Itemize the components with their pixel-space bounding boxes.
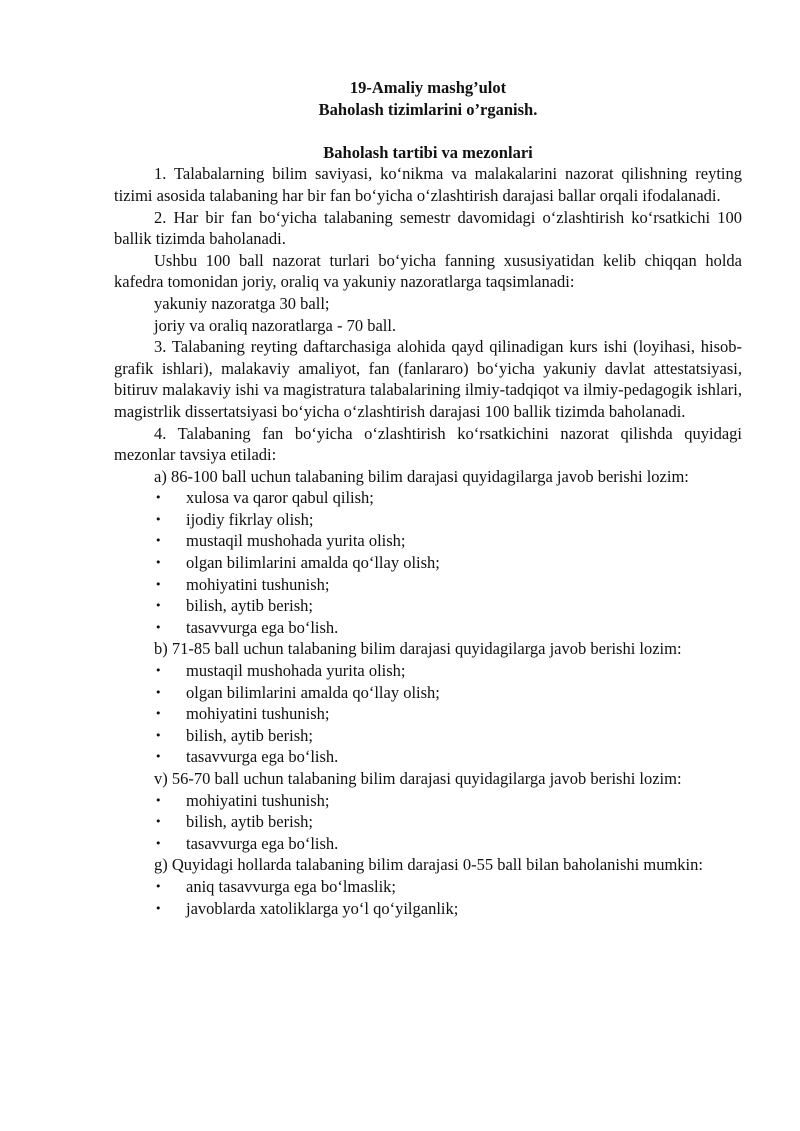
section-heading: Baholash tartibi va mezonlari bbox=[323, 142, 533, 162]
bullet-icon: • bbox=[155, 491, 162, 505]
criteria-g-list bbox=[114, 876, 742, 919]
list-item bbox=[114, 487, 742, 509]
bullet-icon: • bbox=[155, 793, 162, 807]
list-item bbox=[114, 898, 742, 920]
paragraph-3-final-score: yakuniy nazoratga 30 ball; bbox=[154, 293, 330, 313]
list-item bbox=[114, 833, 742, 855]
list-item-text: tasavvurga ega boʻlish. bbox=[186, 833, 339, 853]
bullet-icon: • bbox=[155, 815, 162, 829]
criteria-v-list bbox=[114, 790, 742, 855]
list-item bbox=[114, 703, 742, 725]
paragraph-5: 4. Talabaning fan boʻyicha oʻzlashtirish koʻrsatkichini nazorat qilishda quyidagi mezonlar tavsiya etiladi: bbox=[114, 423, 742, 465]
bullet-icon: • bbox=[155, 534, 162, 548]
criteria-b-intro: b) 71-85 ball uchun talabaning bilim darajasi quyidagilarga javob berishi lozim: bbox=[154, 639, 682, 659]
list-item bbox=[114, 574, 742, 596]
bullet-icon: • bbox=[155, 512, 162, 526]
list-item-text: tasavvurga ega boʻlish. bbox=[186, 747, 339, 767]
list-item-text: tasavvurga ega boʻlish. bbox=[186, 617, 339, 637]
criteria-a-list bbox=[114, 487, 742, 638]
bullet-icon: • bbox=[155, 620, 162, 634]
list-item-text: ijodiy fikrlay olish; bbox=[186, 509, 314, 529]
list-item-text: mohiyatini tushunish; bbox=[186, 790, 330, 810]
list-item-text: xulosa va qaror qabul qilish; bbox=[186, 488, 374, 508]
bullet-icon: • bbox=[155, 599, 162, 613]
bullet-icon: • bbox=[155, 685, 162, 699]
bullet-icon: • bbox=[155, 836, 162, 850]
paragraph-1: 1. Talabalarning bilim saviyasi, koʻnikma va malakalarini nazorat qilishning reyting tizimi asosida talabaning har bir fan boʻyicha oʻzlashtirish darajasi ballar orqali ifodalanadi. bbox=[114, 164, 742, 205]
paragraph-3-current-score: joriy va oraliq nazoratlarga - 70 ball. bbox=[154, 315, 397, 335]
page-title: 19-Amaliy mashg’ulot bbox=[349, 78, 507, 97]
list-item-text: bilish, aytib berish; bbox=[186, 812, 313, 832]
list-item bbox=[114, 746, 742, 768]
list-item-text: mustaqil mushohada yurita olish; bbox=[186, 661, 406, 681]
list-item bbox=[114, 811, 742, 833]
list-item-text: bilish, aytib berish; bbox=[186, 596, 313, 616]
list-item-text: mohiyatini tushunish; bbox=[186, 704, 330, 724]
bullet-icon: • bbox=[155, 750, 162, 764]
bullet-icon: • bbox=[155, 707, 162, 721]
list-item bbox=[114, 682, 742, 704]
list-item-text: mohiyatini tushunish; bbox=[186, 574, 330, 594]
bullet-icon: • bbox=[155, 901, 162, 915]
bullet-icon: • bbox=[155, 577, 162, 591]
list-item-text: javoblarda xatoliklarga yoʻl qoʻyilganlik; bbox=[186, 898, 459, 918]
bullet-icon: • bbox=[155, 879, 162, 893]
list-item bbox=[114, 725, 742, 747]
list-item bbox=[114, 876, 742, 898]
list-item bbox=[114, 790, 742, 812]
list-item bbox=[114, 509, 742, 531]
list-item bbox=[114, 530, 742, 552]
criteria-v-intro: v) 56-70 ball uchun talabaning bilim darajasi quyidagilarga javob berishi lozim: bbox=[154, 769, 682, 788]
paragraph-4: 3. Talabaning reyting daftarchasiga alohida qayd qilinadigan kurs ishi (loyihasi, hisob-grafik ishlari), malakaviy amaliyot, fan (fanlararo) boʻyicha yakuniy davlat attestatsiyasi, bitiruv malakaviy ishi va magistratura talabalarining ilmiy-tadqiqot va ilmiy-pedagogik ishlari, magistrlik dissertatsiyasi boʻyicha oʻzlashtirish darajasi 100 ballik tizimda baholanadi. bbox=[114, 337, 742, 421]
list-item bbox=[114, 595, 742, 617]
document-body bbox=[114, 77, 742, 919]
page-subtitle: Baholash tizimlarini o’rganish. bbox=[318, 99, 538, 119]
paragraph-3: Ushbu 100 ball nazorat turlari boʻyicha fanning xususiyatidan kelib chiqqan holda kafedra tomonidan joriy, oraliq va yakuniy nazoratlarga taqsimlanadi: bbox=[114, 250, 742, 292]
bullet-icon: • bbox=[155, 556, 162, 570]
list-item bbox=[114, 660, 742, 682]
list-item-text: olgan bilimlarini amalda qoʻllay olish; bbox=[186, 553, 440, 573]
criteria-g-intro: g) Quyidagi hollarda talabaning bilim darajasi 0-55 ball bilan baholanishi mumkin: bbox=[154, 855, 703, 875]
list-item-text: bilish, aytib berish; bbox=[186, 725, 313, 745]
paragraph-2: 2. Har bir fan boʻyicha talabaning semestr davomidagi oʻzlashtirish koʻrsatkichi 100 ballik tizimda baholanadi. bbox=[114, 207, 742, 249]
list-item-text: aniq tasavvurga ega boʻlmaslik; bbox=[186, 876, 397, 896]
list-item bbox=[114, 617, 742, 639]
bullet-icon: • bbox=[155, 728, 162, 742]
criteria-a-intro: a) 86-100 ball uchun talabaning bilim darajasi quyidagilarga javob berishi lozim: bbox=[154, 466, 689, 486]
spacer bbox=[114, 120, 742, 142]
bullet-icon: • bbox=[155, 664, 162, 678]
list-item-text: olgan bilimlarini amalda qoʻllay olish; bbox=[186, 682, 440, 702]
list-item bbox=[114, 552, 742, 574]
list-item-text: mustaqil mushohada yurita olish; bbox=[186, 531, 406, 551]
criteria-b-list bbox=[114, 660, 742, 768]
